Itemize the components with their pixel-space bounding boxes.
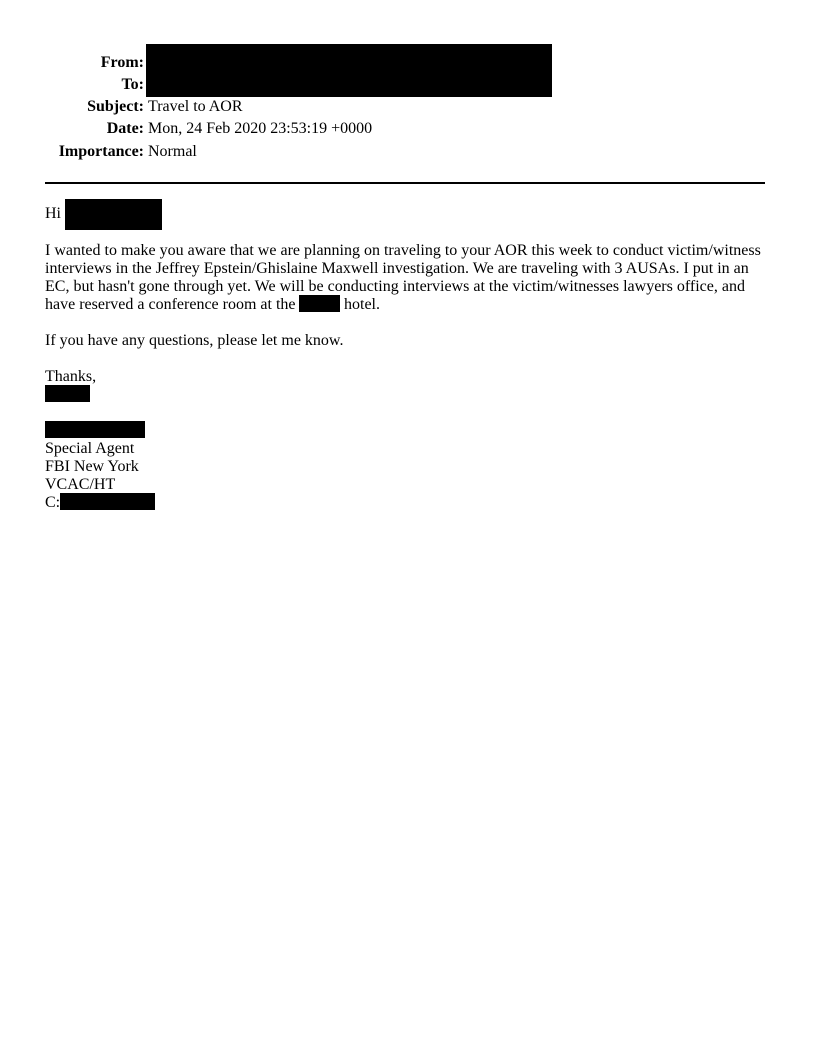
subject-label: Subject: xyxy=(87,98,144,115)
from-label: From: xyxy=(100,54,144,71)
closing: Thanks, xyxy=(45,368,97,385)
signature-title: Special Agent xyxy=(45,440,135,457)
paragraph-line-1: I wanted to make you aware that we are planning on traveling to your AOR this week to conduct victim/witness xyxy=(45,242,761,259)
sender-name-redaction xyxy=(45,385,90,402)
cell-number-redaction xyxy=(60,493,155,510)
subject-value: Travel to AOR xyxy=(148,98,243,115)
signature-unit: VCAC/HT xyxy=(45,476,116,493)
paragraph-line-2: interviews in the Jeffrey Epstein/Ghislaine Maxwell investigation. We are traveling with 3 AUSAs. I put in an xyxy=(45,260,749,277)
importance-value: Normal xyxy=(148,143,197,160)
date-label: Date: xyxy=(106,120,144,137)
greeting: Hi xyxy=(45,205,61,222)
signature-name-redaction xyxy=(45,421,145,438)
questions-line: If you have any questions, please let me know. xyxy=(45,332,344,349)
header-divider xyxy=(45,182,765,184)
paragraph-line-4: have reserved a conference room at the xyxy=(45,296,296,313)
importance-label: Importance: xyxy=(58,143,144,160)
signature-office: FBI New York xyxy=(45,458,139,475)
paragraph-line-4-end: hotel. xyxy=(344,296,380,313)
paragraph-line-3: EC, but hasn't gone through yet. We will be conducting interviews at the victim/witnesses lawyers office, and xyxy=(45,278,745,295)
greeting-name-redaction xyxy=(65,199,162,230)
from-to-redaction xyxy=(146,44,552,97)
signature-cell-label: C: xyxy=(45,494,61,511)
hotel-name-redaction xyxy=(299,295,340,312)
date-value: Mon, 24 Feb 2020 23:53:19 +0000 xyxy=(148,120,373,137)
to-label: To: xyxy=(121,76,144,93)
